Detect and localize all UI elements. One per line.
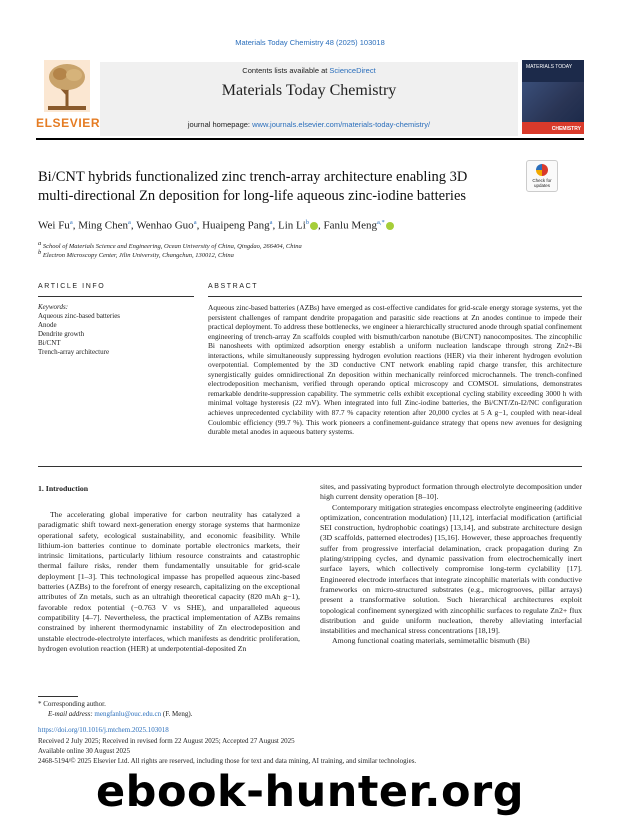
- title-line-2: multi-directional Zn deposition for long-life aqueous zinc-iodine batteries: [38, 188, 467, 204]
- orcid-icon[interactable]: [310, 222, 318, 230]
- author-name[interactable]: Lin Li: [277, 219, 306, 232]
- author-list: Wei Fu$^a$, Ming Chen$^a$, Wenhao Guo$^a$, Huaipeng Pang$^a$, Lin Li$^b$ , Fanlu Meng$^{a,*}$: [38, 219, 578, 232]
- contents-line: [100, 66, 518, 75]
- check-for-updates-label: Check for updates: [532, 178, 552, 188]
- article-info-heading: ARTICLE INFO: [38, 283, 106, 290]
- article-info-rule: [38, 296, 194, 297]
- author-name[interactable]: Fanlu Meng: [323, 219, 378, 232]
- author-affiliation-marker[interactable]: b: [305, 219, 310, 226]
- elsevier-logo: [36, 60, 101, 134]
- orcid-icon[interactable]: [386, 222, 394, 230]
- left-column: [38, 510, 300, 654]
- right-column: [320, 482, 582, 647]
- author-name[interactable]: Wenhao Guo: [136, 219, 194, 232]
- intro-paragraph-continued: sites, and passivating byproduct formation through electrolyte decomposition under high current density operation [8–10].: [320, 482, 582, 502]
- keyword: Anode: [38, 321, 57, 329]
- homepage-link[interactable]: www.journals.elsevier.com/materials-today-chemistry/: [252, 120, 431, 129]
- journal-cover-thumbnail[interactable]: [522, 60, 584, 134]
- received-dates: Received 2 July 2025; Received in revised form 22 August 2025; Accepted 27 August 2025: [38, 737, 295, 745]
- check-for-updates-button[interactable]: [526, 160, 558, 192]
- keyword: Trench-array architecture: [38, 348, 110, 356]
- author-affiliation-marker[interactable]: a: [128, 219, 131, 226]
- corresponding-author-note: * Corresponding author.: [38, 700, 106, 708]
- abstract-heading: ABSTRACT: [208, 283, 259, 290]
- author-name[interactable]: Ming Chen: [78, 219, 129, 232]
- keywords-label: Keywords:: [38, 303, 69, 311]
- cover-title: MATERIALS TODAY: [526, 64, 573, 70]
- available-online: Available online 30 August 2025: [38, 747, 131, 755]
- author-affiliation-marker[interactable]: a: [69, 219, 73, 226]
- email-link[interactable]: mengfanlu@ouc.edu.cn: [94, 710, 162, 718]
- email-suffix: (F. Meng).: [162, 710, 193, 718]
- journal-title: Materials Today Chemistry: [221, 82, 397, 99]
- author-name[interactable]: Wei Fu: [38, 219, 70, 232]
- author-affiliation-marker[interactable]: a: [269, 219, 273, 226]
- crossmark-icon: [536, 164, 548, 176]
- title-line-1: Bi/CNT hybrids functionalized zinc trench-array architecture enabling 3D: [38, 169, 468, 185]
- author-affiliation-marker[interactable]: a: [193, 219, 197, 226]
- abstract-bottom-rule: [38, 466, 582, 467]
- copyright-notice: 2468-5194/© 2025 Elsevier Ltd. All rights are reserved, including those for text and data mining, AI training, and similar technologies.: [38, 757, 417, 765]
- author-affiliation-marker[interactable]: a,*: [377, 219, 385, 226]
- homepage-line: [100, 120, 518, 129]
- footnote-rule: [38, 696, 78, 697]
- cover-artwork: [522, 82, 584, 122]
- abstract-text: Aqueous zinc-based batteries (AZBs) have emerged as cost-effective candidates for grid-scale energy storage systems, yet the persistent challenges of rampant dendrite propagation and parasitic side reactions at Zn anodes continue to impede their practical deployment. To address these bottlenecks, we engineer a hierarchically structured anode through spatial confinement engineering of trench-array Zn scaffolds coupled with bismuth/carbon nanotube (Bi/CNT) nanocomposites. The zincophilic Bi nanosheets with optimized adsorption energy establish a uniform nucleation landscape through strong Zn2+-Bi interactions, while simultaneously suppressing hydrogen evolution reactions (HER) via their inherent hydrogen evolution overpotential. Complemented by the 3D conductive CNT network enabling rapid charge transfer, this architecture synergistically guides omnidirectional Zn deposition within mechanically reinforced microchannels. The trench-confined electrodeposition mechanism, verified through operando optical microscopy and COMSOL simulations, demonstrates remarkable dendrite-suppression capability. The symmetric cells exhibit exceptional cycling stability exceeding 3000 h with minimal voltage hysteresis (22 mV). When integrated into full Zinc-iodine batteries, the Bi/CNT/Zn-I2/NC configuration achieves unprecedented cyclability with 87.7 % capacity retention after 20,000 cycles at 5 A g−1, coupled with near-ideal Coulombic efficiency (99.7 %). This work pioneers a confinement-guidance strategy that opens new avenues for designing durable metal anodes in aqueous battery systems.: [208, 303, 582, 437]
- doi-link[interactable]: https://doi.org/10.1016/j.mtchem.2025.103018: [38, 726, 169, 734]
- journal-citation[interactable]: Materials Today Chemistry 48 (2025) 103018: [235, 38, 385, 47]
- author-name[interactable]: Huaipeng Pang: [202, 219, 270, 232]
- affiliation-b: [38, 249, 578, 259]
- homepage-prefix: journal homepage:: [187, 120, 251, 129]
- article-title: [38, 168, 516, 206]
- intro-paragraph: The accelerating global imperative for carbon neutrality has catalyzed a paradigmatic shift toward next-generation energy storage systems that harmonize operational safety, ecological sustainability, and economic feasibility. While lithium-ion batteries continue to dominate portable electronics markets, their intrinsic limitations, particularly lithium resource constraints and catastrophic thermal failure risks, render them fundamentally unsuitable for grid-scale deployment [1–3]. This technological impasse has propelled aqueous zinc-based batteries (AZBs) to the forefront of energy research, capitalizing on the exceptional attributes of Zn metals, such as an ultrahigh theoretical capacity (820 mAh g−1), favorable redox potential (−0.763 V vs SHE), and unparalleled aqueous compatibility [4–7]. Nevertheless, the practical implementation of AZBs remains constrained by inherent thermodynamic instability of Zn electrodeposition and unstable electrode-electrolyte interfaces, which manifests as dendritic proliferation, hydrogen evolution reaction (HER) at underpotential-deposited Zn: [38, 510, 300, 653]
- affiliation-text: Electron Microscopy Center, Jilin University, Changchun, 130012, China: [42, 252, 234, 260]
- section-heading-introduction: 1. Introduction: [38, 484, 89, 493]
- keyword: Aqueous zinc-based batteries: [38, 312, 121, 320]
- intro-paragraph: Contemporary mitigation strategies encompass electrolyte engineering (additive optimization, concentration modulation) [11,12], interfacial modification (artificial SEI construction, hydrophobic coatings) [13,14], and substrate architecture design (3D scaffolds, patterned electrodes) [15,16]. However, these approaches frequently suffer from progressive interfacial delamination, crack propagation during Zn plating/stripping cycles, and dynamic passivation from electrochemically inert surface layers, which collectively compromise long-term cyclability [17]. Engineered electrode interfaces that integrate zincophilic materials with conductive frameworks on micro-structured substrates (e.g., microgrooves, pillar arrays) present a transformative solution. Such hierarchical architectures exploit topological confinement synergized with zincophilic surfaces to regulate Zn2+ flux distribution and guide uniform nucleation, thereby alleviating interfacial instabilities and mechanical stress concentrations [18,19].: [320, 502, 582, 636]
- intro-paragraph: Among functional coating materials, semimetallic bismuth (Bi): [332, 636, 530, 646]
- keyword: Dendrite growth: [38, 330, 85, 338]
- contents-prefix: Contents lists available at: [242, 66, 328, 75]
- cover-band-label: CHEMISTRY: [551, 126, 581, 132]
- elsevier-wordmark: ELSEVIER: [36, 116, 101, 130]
- watermark-text: ebook-hunter.org: [96, 767, 524, 817]
- email-label: E-mail address:: [48, 710, 93, 718]
- affiliation-text: School of Materials Science and Engineering, Ocean University of China, Qingdao, 266404, China: [42, 243, 302, 251]
- sciencedirect-link[interactable]: ScienceDirect: [329, 66, 376, 75]
- elsevier-tree-icon: [44, 60, 90, 112]
- journal-info-box: [100, 62, 518, 136]
- email-line: [48, 710, 318, 718]
- keyword: Bi/CNT: [38, 339, 61, 347]
- abstract-rule: [208, 296, 582, 297]
- affiliation-marker: b: [38, 249, 42, 256]
- affiliation-marker: a: [38, 240, 42, 247]
